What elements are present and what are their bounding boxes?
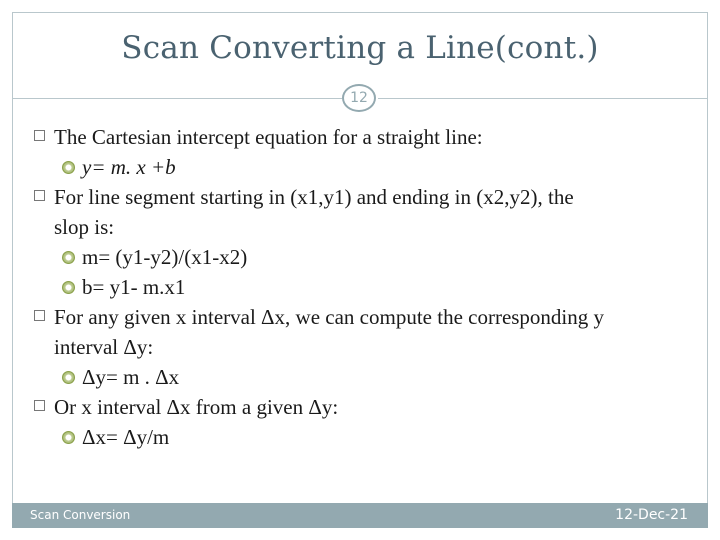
sub-bullet-item xyxy=(34,422,694,452)
title-divider-right xyxy=(378,98,708,99)
bullet-text: m= (y1-y2)/(x1-x2) xyxy=(82,245,248,269)
footer-topic: Scan Conversion xyxy=(30,508,131,522)
sub-bullet-item xyxy=(34,242,694,272)
bullet-item xyxy=(34,392,694,422)
circle-bullet-icon xyxy=(62,251,75,264)
bullet-text: slop is: xyxy=(54,215,115,239)
bullet-text: y= m. x +b xyxy=(82,155,176,179)
bullet-item xyxy=(34,302,694,332)
sub-bullet-item xyxy=(34,362,694,392)
bullet-text: Δx= Δy/m xyxy=(82,425,170,449)
bullet-continuation xyxy=(34,332,694,362)
bullet-text: b= y1- m.x1 xyxy=(82,275,186,299)
circle-bullet-icon xyxy=(62,431,75,444)
slide-title: Scan Converting a Line(cont.) xyxy=(121,30,599,66)
bullet-item xyxy=(34,122,694,152)
circle-bullet-icon xyxy=(62,281,75,294)
footer-bar xyxy=(12,503,708,528)
square-bullet-icon xyxy=(34,190,45,201)
bullet-text: The Cartesian intercept equation for a straight line: xyxy=(54,125,483,149)
slide-content xyxy=(34,122,694,452)
bullet-text: Or x interval Δx from a given Δy: xyxy=(54,395,339,419)
square-bullet-icon xyxy=(34,400,45,411)
square-bullet-icon xyxy=(34,130,45,141)
title-divider-left xyxy=(12,98,342,99)
circle-bullet-icon xyxy=(62,161,75,174)
bullet-item xyxy=(34,182,694,212)
bullet-text: Δy= m . Δx xyxy=(82,365,180,389)
bullet-continuation xyxy=(34,212,694,242)
bullet-text: For line segment starting in (x1,y1) and ending in (x2,y2), the xyxy=(54,185,574,209)
sub-bullet-item xyxy=(34,152,694,182)
bullet-text: For any given x interval Δx, we can compute the corresponding y xyxy=(54,305,605,329)
square-bullet-icon xyxy=(34,310,45,321)
page-number-badge: 12 xyxy=(342,84,376,112)
footer-date: 12-Dec-21 xyxy=(615,507,688,523)
bullet-text: interval Δy: xyxy=(54,335,154,359)
sub-bullet-item xyxy=(34,272,694,302)
circle-bullet-icon xyxy=(62,371,75,384)
